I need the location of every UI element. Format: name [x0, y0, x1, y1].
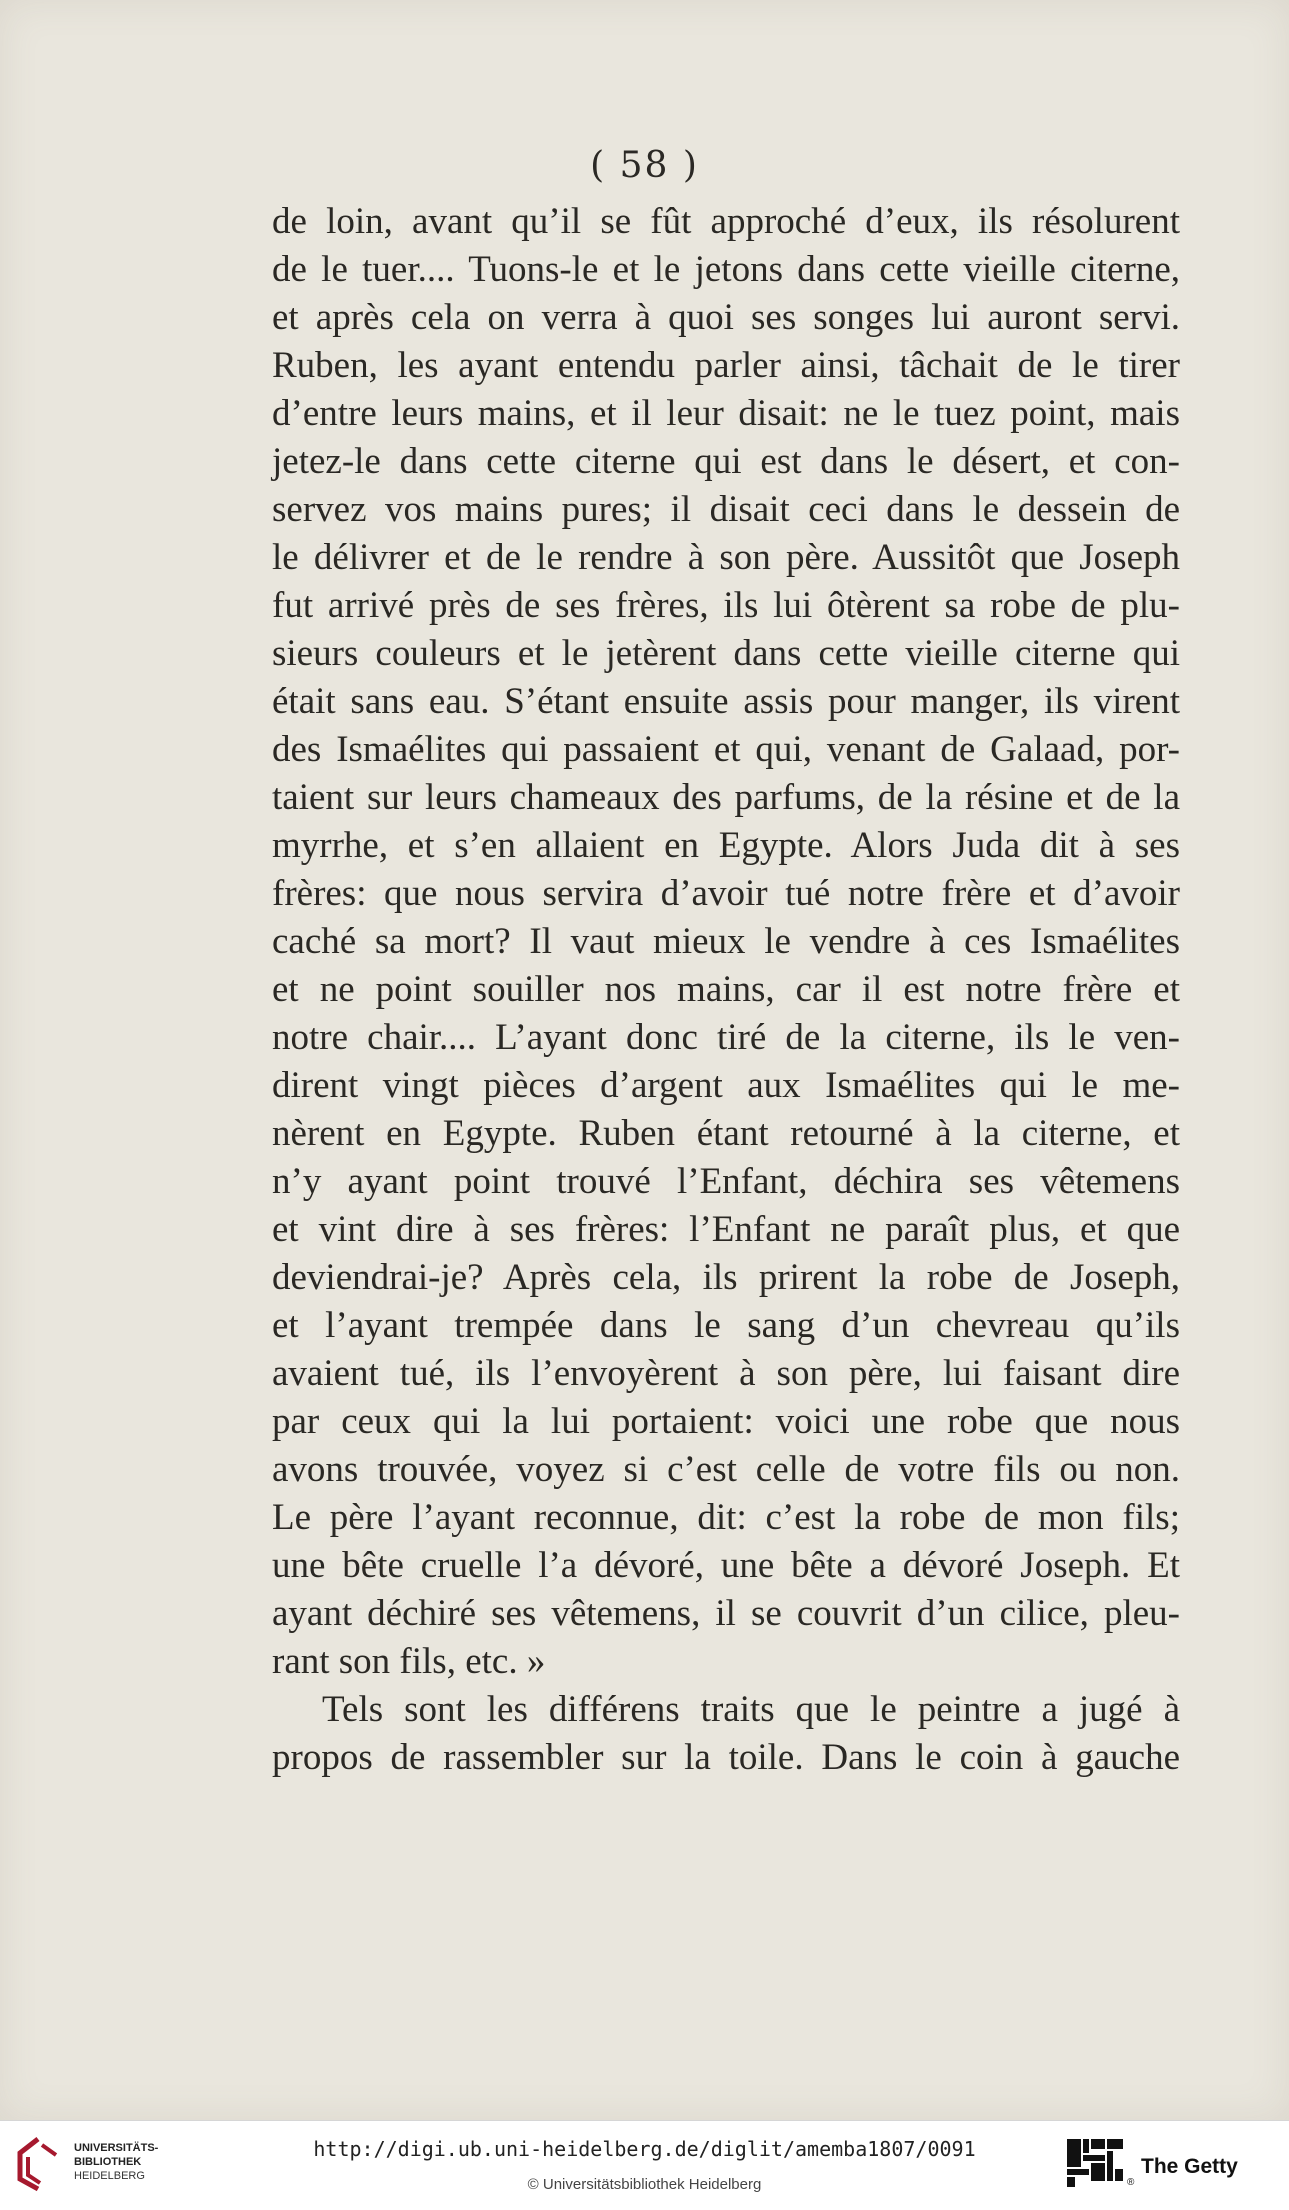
text-line: le délivrer et de le rendre à son père. Aussitôt que Joseph [272, 537, 1180, 578]
text-line: frères: que nous servira d’avoir tué notre frère et d’avoir [272, 873, 1180, 914]
library-line-2: BIBLIOTHEK [74, 2156, 142, 2168]
text-line: nèrent en Egypte. Ruben étant retourné à la citerne, et [272, 1113, 1180, 1154]
text-line: sieurs couleurs et le jetèrent dans cette vieille citerne qui [272, 633, 1180, 674]
text-line: et vint dire à ses frères: l’Enfant ne paraît plus, et que [272, 1209, 1180, 1250]
text-line: de le tuer.... Tuons-le et le jetons dans cette vieille citerne, [272, 249, 1180, 290]
text-line: Ruben, les ayant entendu parler ainsi, tâchait de le tirer [272, 345, 1180, 386]
text-line: deviendrai-je? Après cela, ils prirent la robe de Joseph, [272, 1257, 1180, 1298]
getty-logo-icon [1065, 2137, 1127, 2197]
getty-logo[interactable] [1065, 2137, 1275, 2197]
text-line: des Ismaélites qui passaient et qui, venant de Galaad, por- [272, 729, 1180, 770]
getty-label: The Getty [1141, 2155, 1238, 2178]
text-line: et après cela on verra à quoi ses songes lui auront servi. [272, 297, 1180, 338]
text-line: Tels sont les différens traits que le peintre a jugé à [322, 1689, 1180, 1730]
text-line: jetez-le dans cette citerne qui est dans le désert, et con- [272, 441, 1180, 482]
text-line: était sans eau. S’étant ensuite assis pour manger, ils virent [272, 681, 1180, 722]
copyright-notice: © Universitätsbibliothek Heidelberg [527, 2176, 762, 2193]
text-line: Le père l’ayant reconnue, dit: c’est la robe de mon fils; [272, 1497, 1180, 1538]
text-line: notre chair.... L’ayant donc tiré de la citerne, ils le ven- [272, 1017, 1180, 1058]
page-number: ( 58 ) [590, 145, 699, 186]
library-line-1: UNIVERSITÄTS- [74, 2142, 159, 2154]
text-line: fut arrivé près de ses frères, ils lui ôtèrent sa robe de plu- [272, 585, 1180, 626]
text-line: rant son fils, etc. » [272, 1641, 546, 1682]
text-line: taient sur leurs chameaux des parfums, de la résine et de la [272, 777, 1180, 818]
library-line-3: HEIDELBERG [74, 2170, 145, 2182]
text-line: et l’ayant trempée dans le sang d’un chevreau qu’ils [272, 1305, 1180, 1346]
text-line: et ne point souiller nos mains, car il est notre frère et [272, 969, 1180, 1010]
text-line: servez vos mains pures; il disait ceci dans le dessein de [272, 489, 1180, 530]
getty-registered-mark: ® [1127, 2177, 1135, 2188]
text-line: dirent vingt pièces d’argent aux Ismaélites qui le me- [272, 1065, 1180, 1106]
permalink-url[interactable]: http://digi.ub.uni-heidelberg.de/diglit/amemba1807/0091 [313, 2137, 976, 2161]
text-line: par ceux qui la lui portaient: voici une robe que nous [272, 1401, 1180, 1442]
text-line: ayant déchiré ses vêtemens, il se couvrit d’un cilice, pleu- [272, 1593, 1180, 1634]
footer-bar [0, 2120, 1289, 2210]
body-text [272, 198, 1180, 1782]
text-line: myrrhe, et s’en allaient en Egypte. Alors Juda dit à ses [272, 825, 1180, 866]
text-line: avons trouvée, voyez si c’est celle de votre fils ou non. [272, 1449, 1180, 1490]
text-line: avaient tué, ils l’envoyèrent à son père, lui faisant dire [272, 1353, 1180, 1394]
text-line: caché sa mort? Il vaut mieux le vendre à ces Ismaélites [272, 921, 1180, 962]
text-line: n’y ayant point trouvé l’Enfant, déchira ses vêtemens [272, 1161, 1180, 1202]
text-line: d’entre leurs mains, et il leur disait: ne le tuez point, mais [272, 393, 1180, 434]
text-line: une bête cruelle l’a dévoré, une bête a dévoré Joseph. Et [272, 1545, 1180, 1586]
text-line: de loin, avant qu’il se fût approché d’eux, ils résolurent [272, 201, 1180, 242]
text-line: propos de rassembler sur la toile. Dans le coin à gauche [272, 1737, 1180, 1778]
